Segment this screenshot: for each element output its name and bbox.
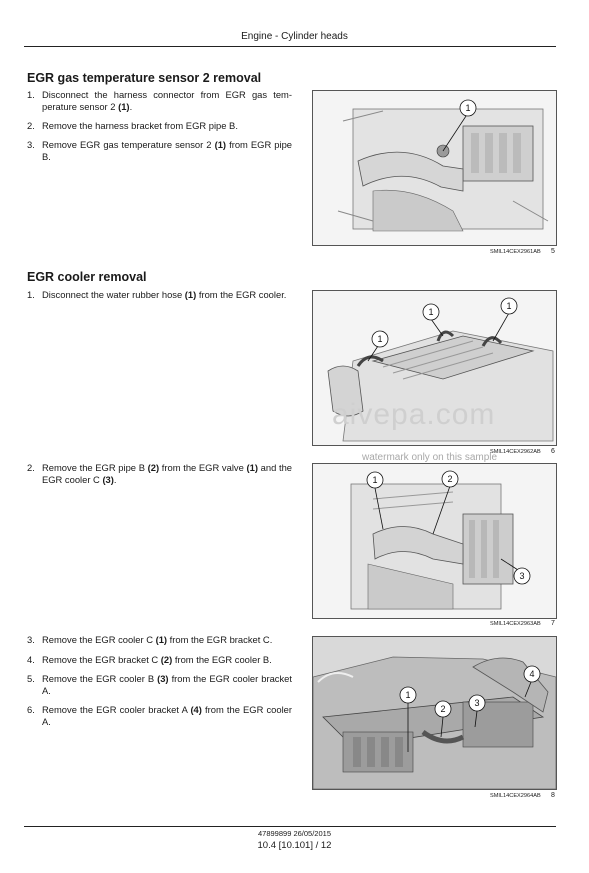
figure-egr-sensor-photo [312, 90, 557, 246]
watermark-site: aivepa.com [332, 398, 496, 431]
engine-illustration [313, 637, 556, 789]
step-cooler-6: 6. Remove the EGR cooler bracket A (4) from the EGR cooler A. [27, 704, 292, 727]
step-cooler-1: 1. Disconnect the water rubber hose (1) from the EGR cooler. [27, 289, 287, 300]
callout-label: 2 [440, 704, 446, 714]
callout-label: 1 [506, 301, 512, 311]
figure-code: SMIL14CEX2964AB [490, 793, 541, 799]
footer-page-number: 10.4 [10.101] / 12 [257, 840, 332, 851]
figure-number: 8 [551, 792, 555, 799]
step-cooler-4: 4. Remove the EGR bracket C (2) from the EGR cooler B. [27, 654, 272, 665]
figure-number: 5 [551, 248, 555, 255]
step-cooler-2: 2. Remove the EGR pipe B (2) from the EGR valve (1) and the EGR cooler C (3). [27, 462, 293, 485]
step-number: 3. [27, 139, 35, 150]
step-number: 4. [27, 654, 35, 665]
figure-egr-pipe-photo [312, 463, 557, 619]
callout-label: 1 [405, 690, 411, 700]
header-rule [24, 46, 556, 47]
engine-illustration [313, 464, 556, 618]
figure-code: SMIL14CEX2961AB [490, 249, 541, 255]
step-number: 1. [27, 289, 35, 300]
step-cooler-5: 5. Remove the EGR cooler B (3) from the EGR cooler bracket A. [27, 673, 292, 696]
callout-label: 3 [519, 571, 525, 581]
watermark-text: watermark only on this sample [362, 452, 498, 463]
step-cooler-3: 3. Remove the EGR cooler C (1) from the EGR bracket C. [27, 634, 273, 645]
section-title-egr-sensor-removal: EGR gas temperature sensor 2 removal [27, 71, 262, 85]
step-number: 2. [27, 462, 35, 473]
step-number: 6. [27, 704, 35, 715]
figure-number: 6 [551, 448, 555, 455]
callout-label: 1 [372, 475, 378, 485]
callout-label: 1 [465, 103, 471, 113]
footer-rule [24, 826, 556, 827]
section-title-egr-cooler-removal: EGR cooler removal [27, 270, 147, 284]
step-number: 3. [27, 634, 35, 645]
footer-doc-ref: 47899899 26/05/2015 [258, 829, 331, 838]
step-number: 2. [27, 120, 35, 131]
callout-label: 1 [377, 334, 383, 344]
callout-label: 4 [529, 669, 535, 679]
callout-label: 1 [428, 307, 434, 317]
step-number: 5. [27, 673, 35, 684]
step-sensor-1: 1. Disconnect the harness connector from EGR gas tem-perature sensor 2 (1). [27, 89, 292, 112]
step-number: 1. [27, 89, 35, 100]
step-sensor-3: 3. Remove EGR gas temperature sensor 2 (1) from EGR pipe B. [27, 139, 293, 162]
figure-egr-cooler-photo [312, 636, 557, 790]
page-header-title: Engine - Cylinder heads [241, 31, 348, 42]
figure-code: SMIL14CEX2963AB [490, 621, 541, 627]
step-sensor-2: 2. Remove the harness bracket from EGR pipe B. [27, 120, 238, 131]
figure-code: SMIL14CEX2962AB [490, 449, 541, 455]
figure-number: 7 [551, 620, 555, 627]
engine-illustration [313, 91, 556, 245]
callout-label: 2 [447, 474, 453, 484]
callout-label: 3 [474, 698, 480, 708]
